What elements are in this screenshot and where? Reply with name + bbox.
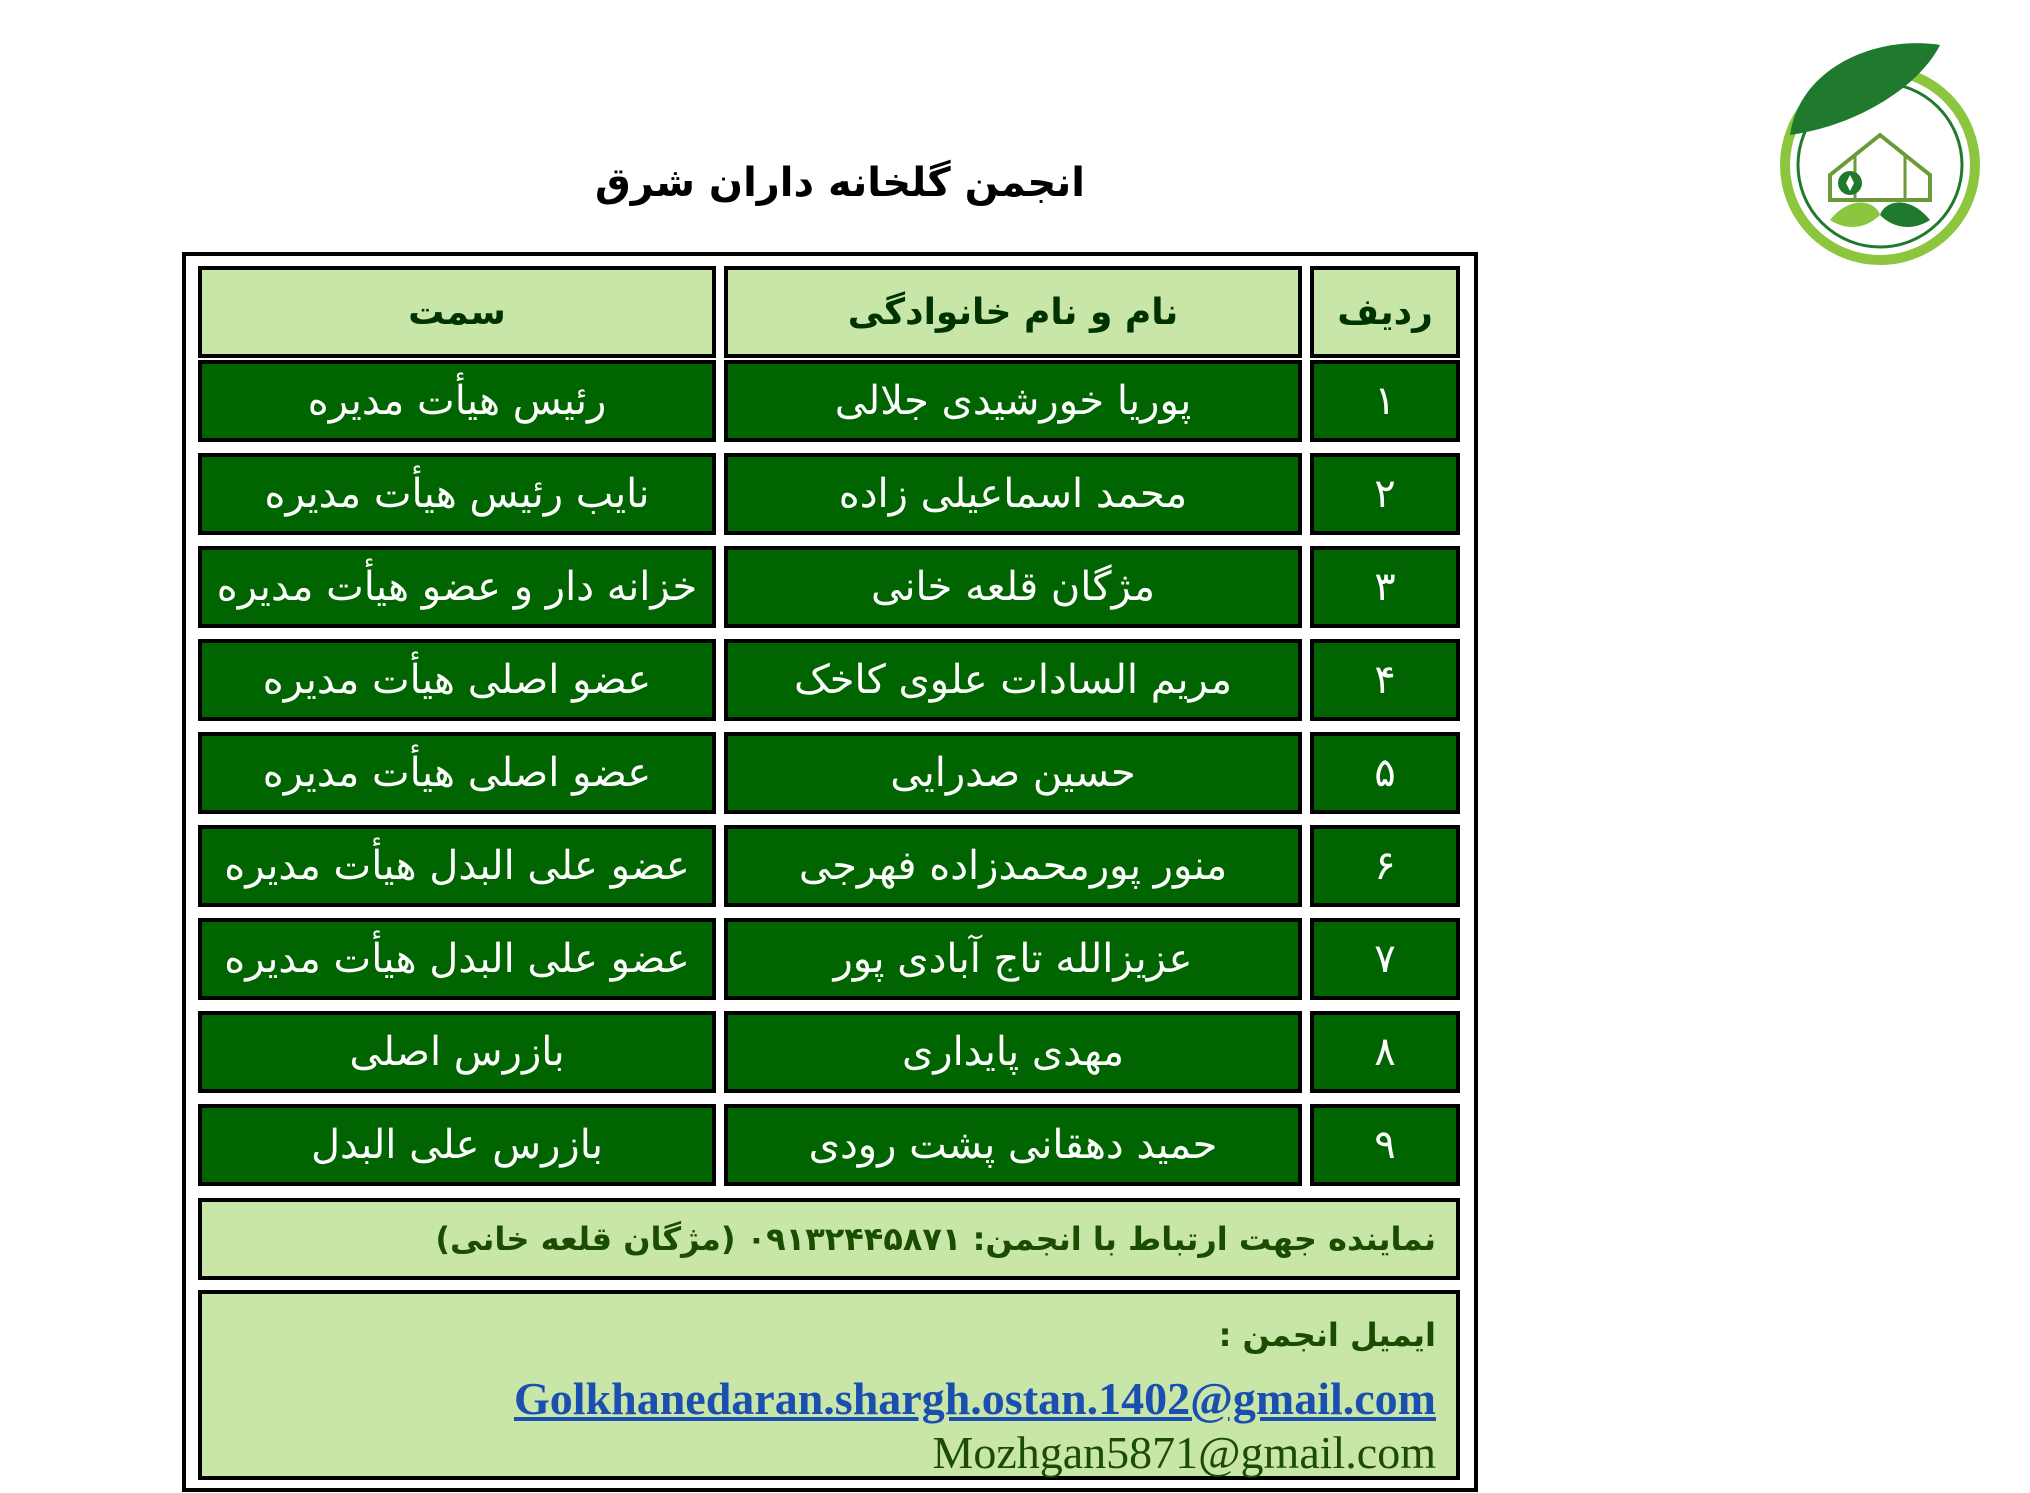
row-6-role: عضو علی البدل هیأت مدیره (198, 825, 716, 907)
header-number: ردیف (1310, 266, 1460, 358)
row-9-number: ۹ (1310, 1104, 1460, 1186)
row-9-name: حمید دهقانی پشت رودی (724, 1104, 1302, 1186)
row-3-role: خزانه دار و عضو هیأت مدیره (198, 546, 716, 628)
row-8-role: بازرس اصلی (198, 1011, 716, 1093)
row-7-role: عضو علی البدل هیأت مدیره (198, 918, 716, 1000)
row-3-name: مژگان قلعه خانی (724, 546, 1302, 628)
row-2-role: نایب رئیس هیأت مدیره (198, 453, 716, 535)
secondary-email: Mozhgan5871@gmail.com (932, 1427, 1436, 1478)
row-3-number: ۳ (1310, 546, 1460, 628)
row-1-number: ۱ (1310, 360, 1460, 442)
email-label: ایمیل انجمن : (1218, 1316, 1436, 1354)
row-6-name: منور پورمحمدزاده فهرجی (724, 825, 1302, 907)
row-8-name: مهدی پایداری (724, 1011, 1302, 1093)
header-role: سمت (198, 266, 716, 358)
row-8-number: ۸ (1310, 1011, 1460, 1093)
header-name: نام و نام خانوادگی (724, 266, 1302, 358)
row-2-number: ۲ (1310, 453, 1460, 535)
page-title: انجمن گلخانه داران شرق (595, 160, 1085, 206)
row-5-number: ۵ (1310, 732, 1460, 814)
association-logo (1770, 25, 1990, 295)
primary-email-link[interactable]: Golkhanedaran.shargh.ostan.1402@gmail.com (514, 1373, 1436, 1424)
email-section (198, 1290, 1460, 1480)
row-4-role: عضو اصلی هیأت مدیره (198, 639, 716, 721)
row-1-role: رئیس هیأت مدیره (198, 360, 716, 442)
row-7-name: عزیزالله تاج آبادی پور (724, 918, 1302, 1000)
contact-representative: نماینده جهت ارتباط با انجمن: ۰۹۱۳۲۴۴۵۸۷۱ (مژگان قلعه خانی) (198, 1198, 1460, 1280)
row-6-number: ۶ (1310, 825, 1460, 907)
row-2-name: محمد اسماعیلی زاده (724, 453, 1302, 535)
row-4-number: ۴ (1310, 639, 1460, 721)
row-5-role: عضو اصلی هیأت مدیره (198, 732, 716, 814)
row-9-role: بازرس علی البدل (198, 1104, 716, 1186)
row-4-name: مریم السادات علوی کاخک (724, 639, 1302, 721)
row-1-name: پوریا خورشیدی جلالی (724, 360, 1302, 442)
row-7-number: ۷ (1310, 918, 1460, 1000)
row-5-name: حسین صدرایی (724, 732, 1302, 814)
